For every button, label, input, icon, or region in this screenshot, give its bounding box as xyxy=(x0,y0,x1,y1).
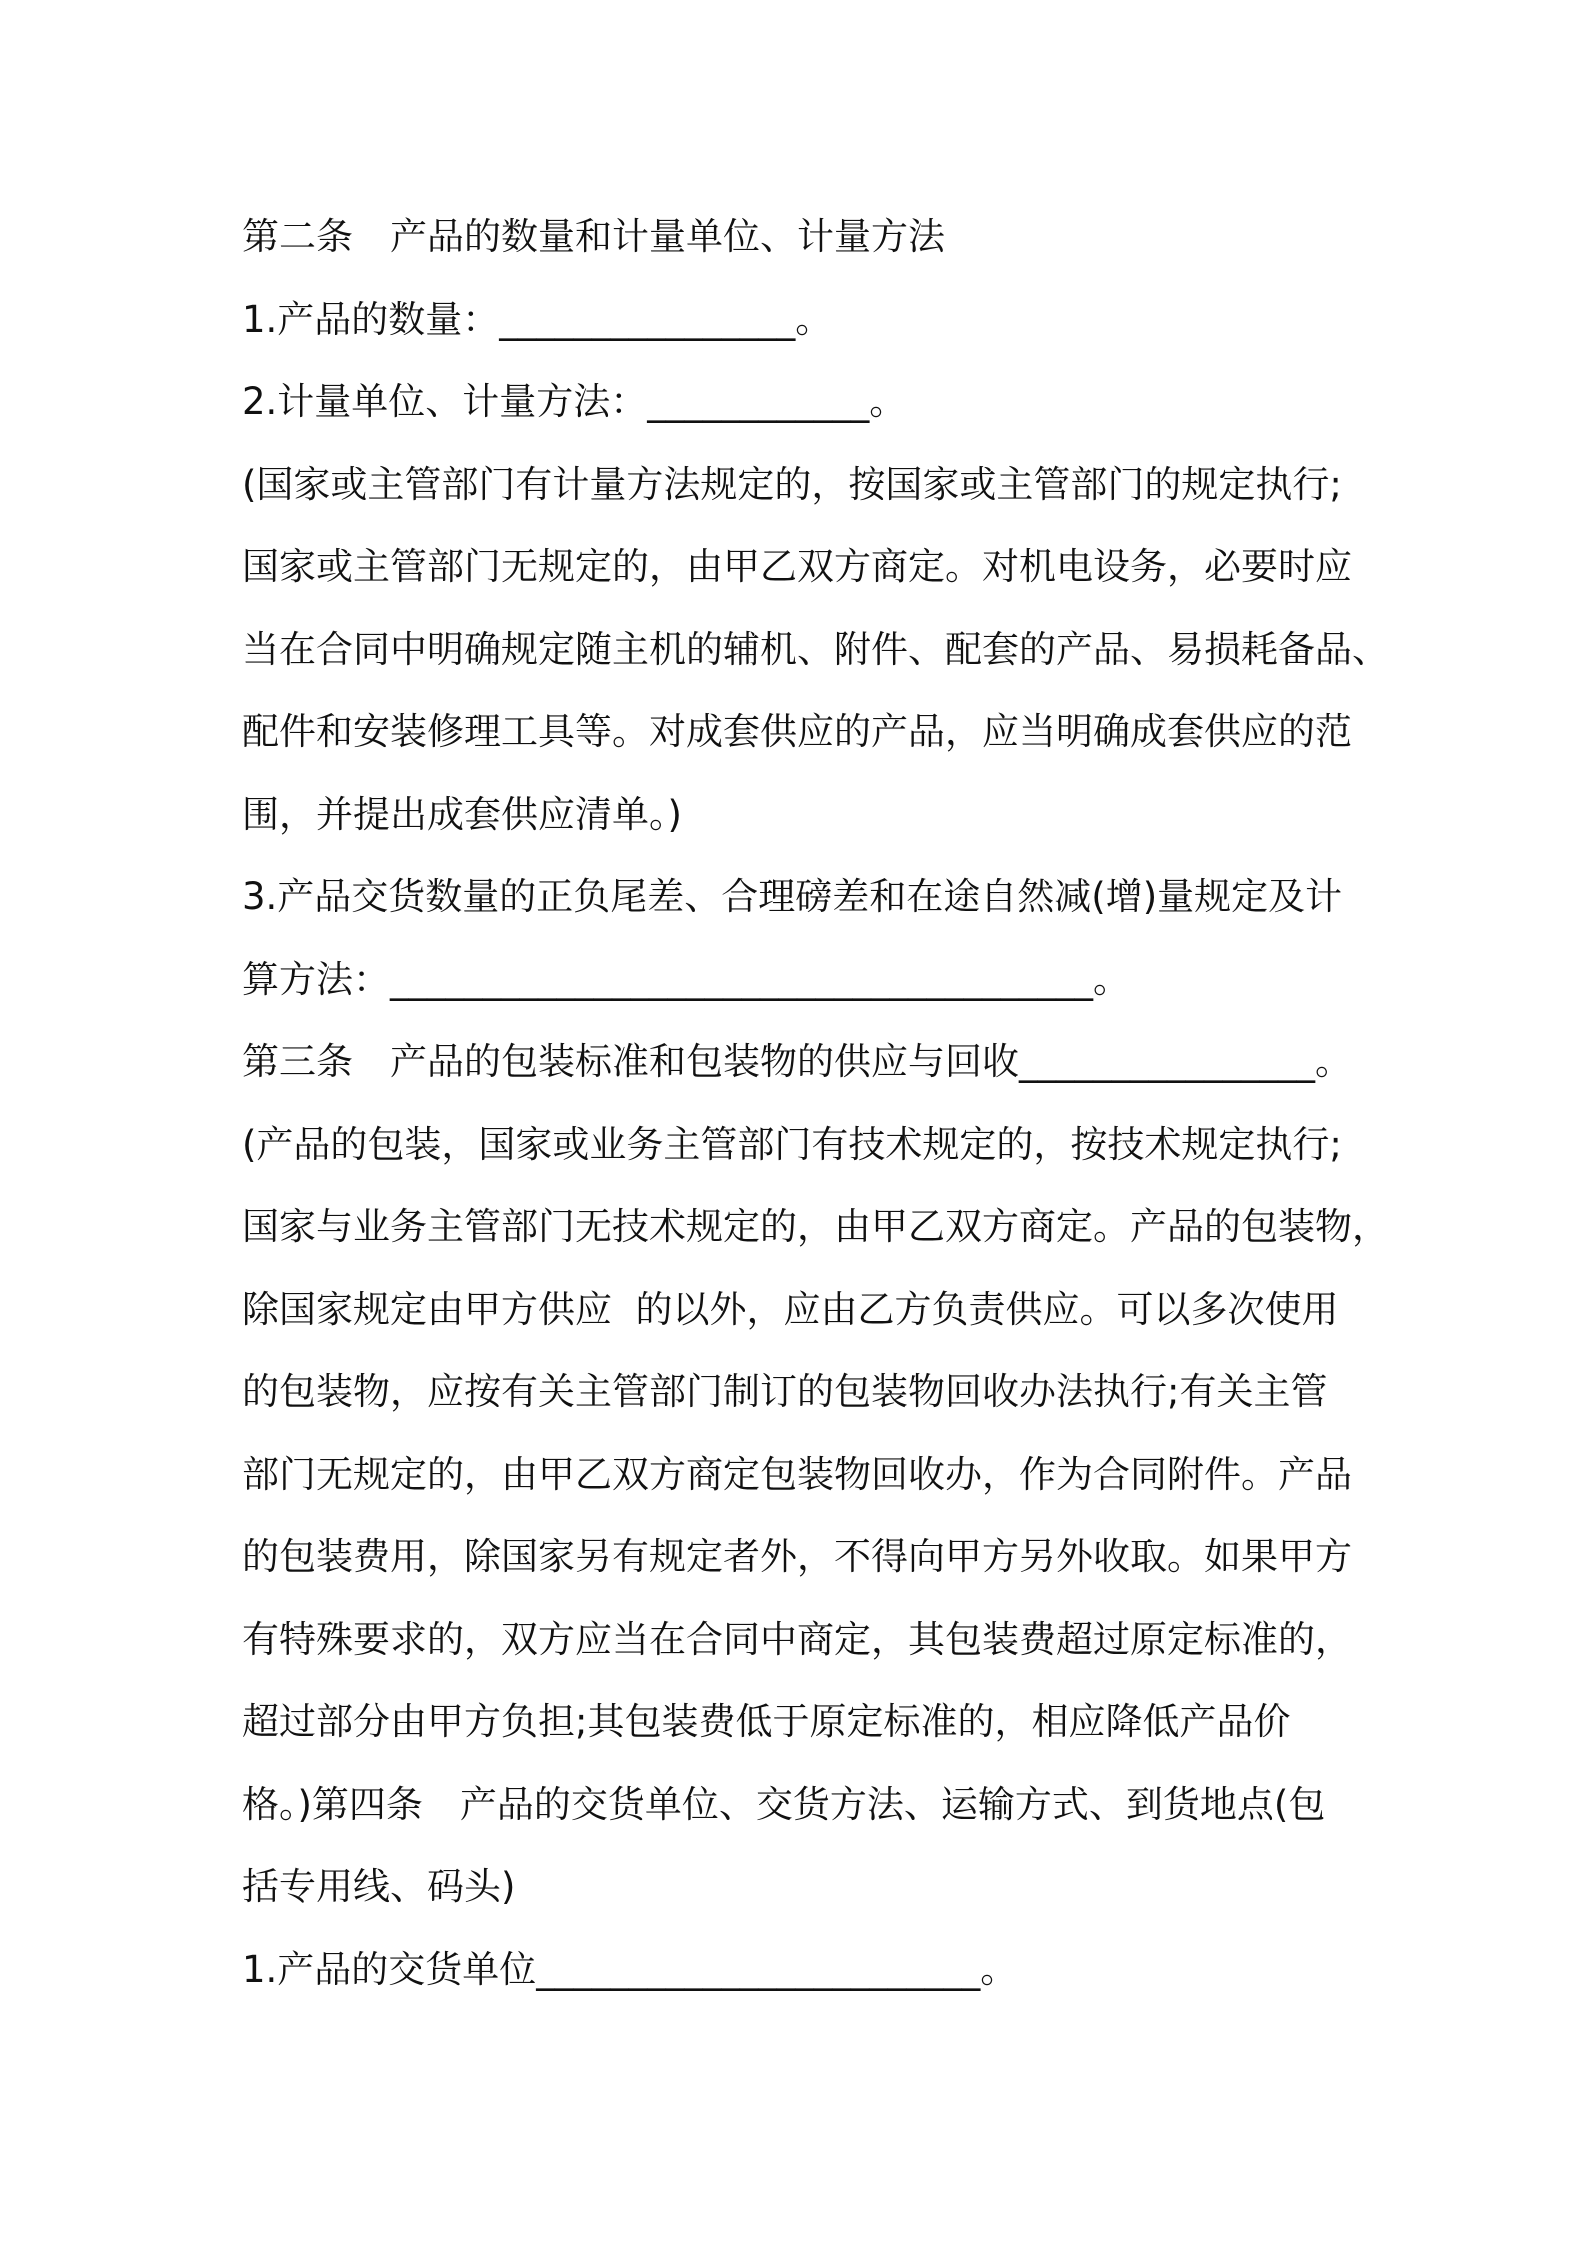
paragraph-line: 的包装物，应按有关主管部门制订的包装物回收办法执行;有关主管 xyxy=(242,1370,1328,1413)
paragraph-line: 当在合同中明确规定随主机的辅机、附件、配套的产品、易损耗备品、 xyxy=(242,627,1389,671)
paragraph-line: 国家或主管部门无规定的，由甲乙双方商定。对机电设务，必要时应 xyxy=(242,545,1352,588)
article-4-heading-line: 格。)第四条 产品的交货单位、交货方法、运输方式、到货地点(包 xyxy=(242,1782,1326,1826)
measurement-unit-line: 2.计量单位、计量方法：____________。 xyxy=(242,380,907,423)
calculation-method-line: 算方法：______________________________________。 xyxy=(242,957,1130,1001)
paragraph-line: 有特殊要求的，双方应当在合同中商定，其包装费超过原定标准的， xyxy=(242,1617,1352,1661)
paragraph-line: 配件和安装修理工具等。对成套供应的产品，应当明确成套供应的范 xyxy=(242,710,1352,753)
paragraph-line: (国家或主管部门有计量方法规定的，按国家或主管部门的规定执行; xyxy=(242,462,1342,506)
paragraph-line: 国家与业务主管部门无技术规定的，由甲乙双方商定。产品的包装物， xyxy=(242,1205,1389,1248)
paragraph-line: 的包装费用，除国家另有规定者外，不得向甲方另外收取。如果甲方 xyxy=(242,1535,1352,1578)
paragraph-line: (产品的包装，国家或业务主管部门有技术规定的，按技术规定执行; xyxy=(242,1122,1342,1166)
article-2-heading: 第二条 产品的数量和计量单位、计量方法 xyxy=(242,215,945,258)
article-3-heading: 第三条 产品的包装标准和包装物的供应与回收________________。 xyxy=(242,1040,1352,1083)
delivery-unit-line: 1.产品的交货单位________________________。 xyxy=(242,1947,1018,1991)
paragraph-line: 围，并提出成套供应清单。) xyxy=(242,792,682,836)
paragraph-line: 超过部分由甲方负担;其包装费低于原定标准的，相应降低产品价 xyxy=(242,1700,1291,1743)
paragraph-line: 括专用线、码头) xyxy=(242,1865,516,1908)
tolerance-clause-line: 3.产品交货数量的正负尾差、合理磅差和在途自然减(增)量规定及计 xyxy=(242,875,1343,918)
product-quantity-line: 1.产品的数量：________________。 xyxy=(242,297,833,341)
document-body xyxy=(242,196,1389,2011)
paragraph-line: 除国家规定由甲方供应 的以外，应由乙方负责供应。可以多次使用 xyxy=(242,1287,1339,1331)
paragraph-line: 部门无规定的，由甲乙双方商定包装物回收办，作为合同附件。产品 xyxy=(242,1452,1352,1496)
